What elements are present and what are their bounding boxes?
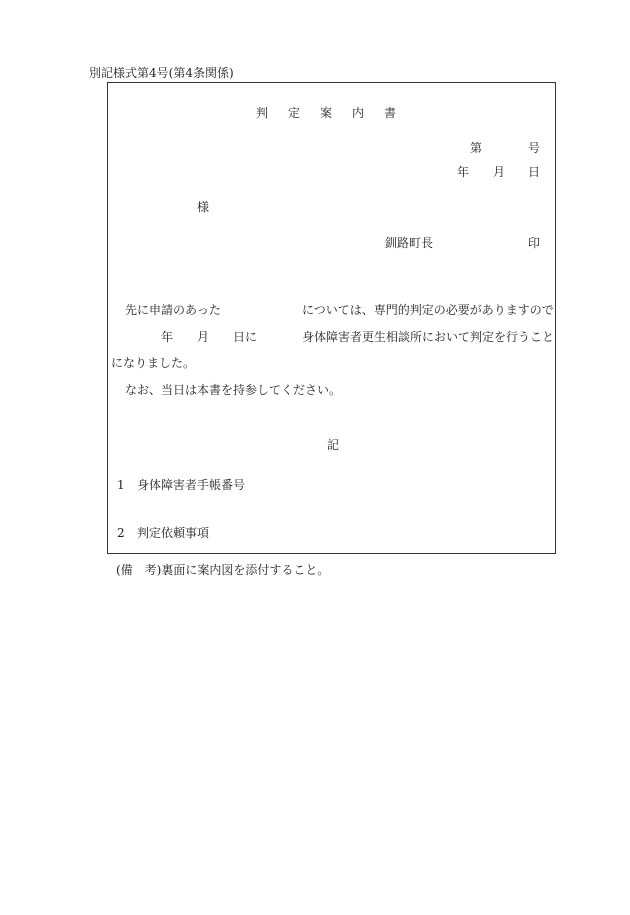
body-line1-start: 先に申請のあった: [125, 303, 221, 317]
body-line2-month: 月: [197, 330, 210, 344]
item-2-label: 判定依頼事項: [137, 526, 210, 540]
item-2-number: 2: [117, 526, 125, 540]
body-line2-year: 年: [161, 330, 174, 344]
ki-heading: 記: [327, 438, 340, 452]
number-prefix: 第: [470, 141, 483, 155]
body-line4: なお、当日は本書を持参してください。: [125, 383, 342, 397]
addressee-suffix: 様: [197, 200, 210, 214]
date-year: 年: [457, 165, 470, 179]
body-line1-end: については、専門的判定の必要がありますので: [302, 303, 554, 317]
remarks: (備 考)裏面に案内図を添付すること。: [116, 563, 330, 577]
body-line2-day: 日に: [233, 330, 258, 344]
body-line2-rest: 身体障害者更生相談所において判定を行うこと: [302, 330, 555, 344]
date-day: 日: [528, 165, 541, 179]
date-month: 月: [493, 165, 506, 179]
document-title: 判定案内書: [256, 106, 417, 120]
seal-mark: 印: [528, 236, 541, 250]
number-suffix: 号: [528, 141, 541, 155]
item-1-label: 身体障害者手帳番号: [137, 478, 246, 492]
item-1-number: 1: [117, 478, 125, 492]
form-label: 別記様式第4号(第4条関係): [89, 66, 234, 80]
issuer: 釧路町長: [385, 236, 434, 250]
body-line3: になりました。: [111, 356, 196, 370]
